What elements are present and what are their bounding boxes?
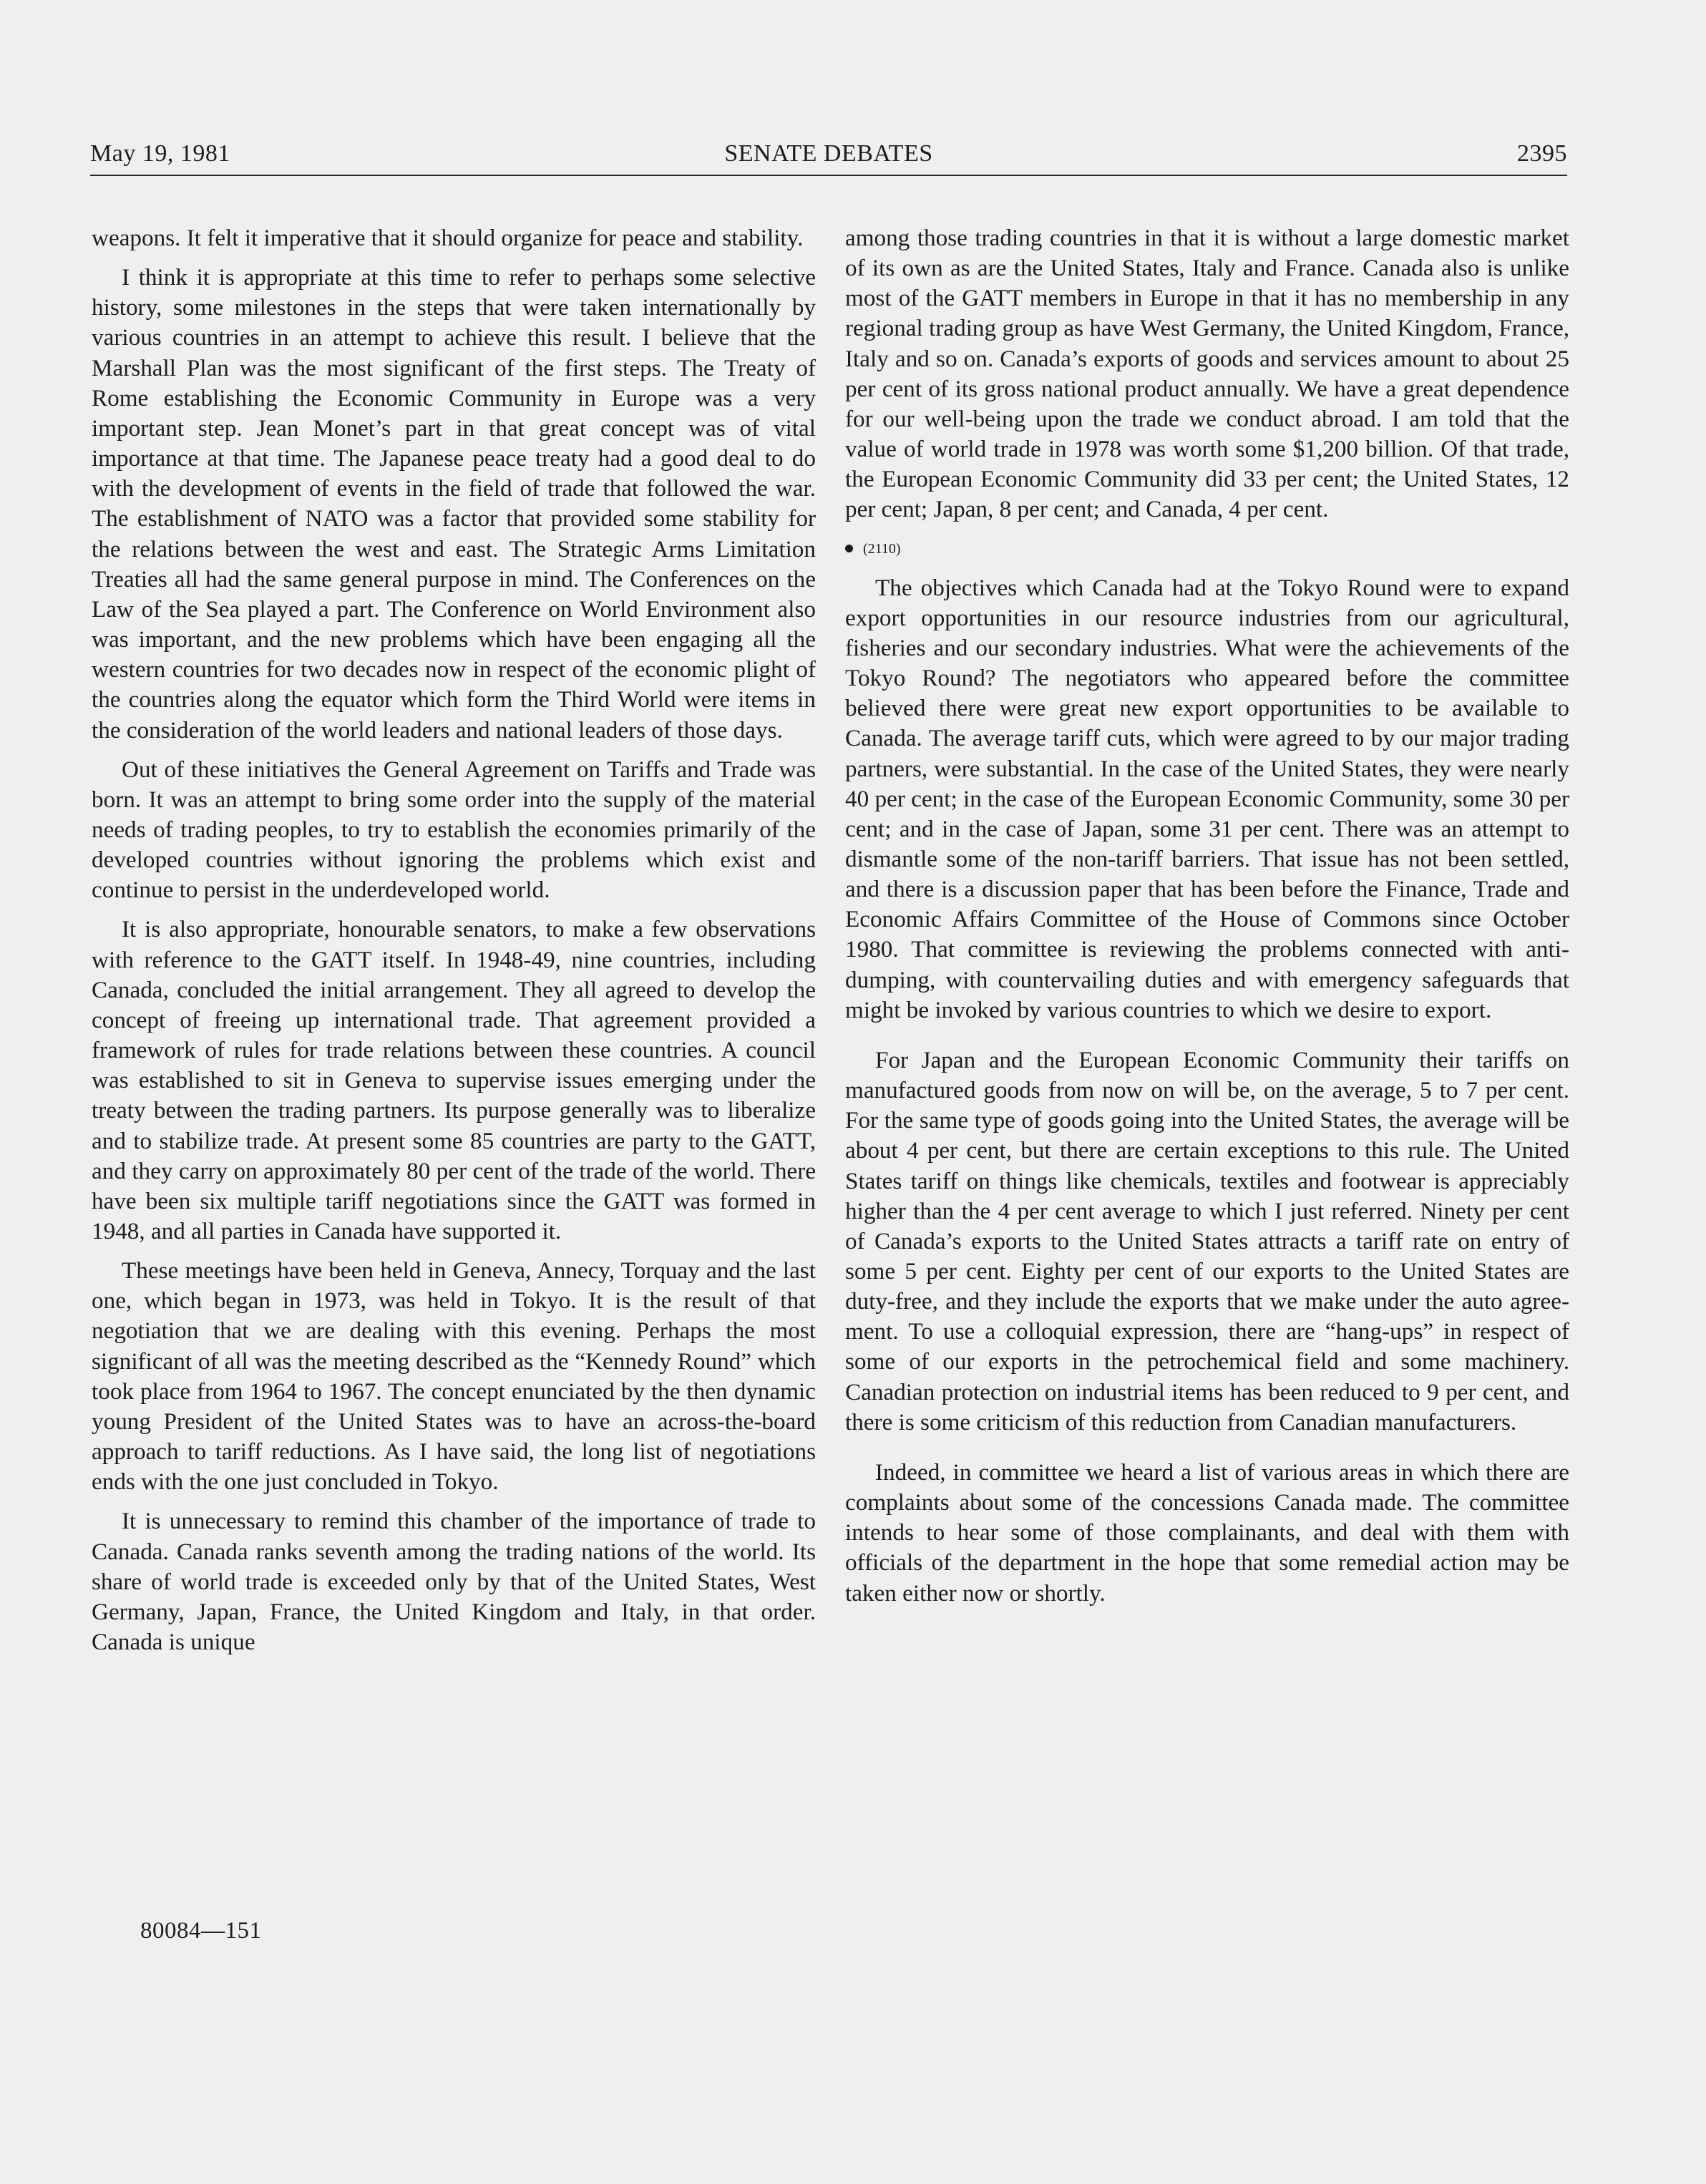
page-header [90, 140, 1567, 176]
header-date: May 19, 1981 [90, 140, 230, 167]
bullet-icon [845, 545, 853, 552]
publication-title: SENATE DEBATES [724, 140, 933, 167]
paragraph: Indeed, in committee we heard a list of various areas in which there are complaints about some of the concessions Canada made. The committee intends to hear some of those complainants, and deal with them with officials of the department in the hope that some remedial action may be taken either now or shortly. [845, 1458, 1569, 1607]
time-marker [845, 535, 1569, 563]
paragraph: weapons. It felt it imperative that it should organize for peace and stability. [92, 225, 804, 251]
paragraph: It is also appropriate, honourable senators, to make a few observations with reference to the GATT itself. In 1948-49, nine countries, including Canada, concluded the initial arrangement. They all agreed to develop the concept of freeing up international trade. That agreement provided a framework of rules for trade relations between these countries. A council was established to sit in Geneva to supervise issues emerging under the treaty between the trading partners. Its purpose generally was to liberalize and to stabilize trade. At present some 85 countries are party to the GATT, and they carry on approximately 80 per cent of the trade of the world. There have been six multiple tariff negotiations since the GATT was formed in 1948, and all parties in Canada have supported it. [92, 916, 816, 1244]
paragraph: It is unnecessary to remind this chamber of the importance of trade to Canada. Canada ranks seventh among the trading nations of the world. Its share of world trade is exceeded only by that of the United States, West Germany, Japan, France, the United Kingdom and Italy, in that order. Canada is unique [92, 1508, 816, 1656]
paragraph: The objectives which Canada had at the Tokyo Round were to expand export opportunities in our resource industries from our agricultural, fisheries and our secondary industries. What were the achievements of the Tokyo Round? The negotiators who appeared before the committee believed there were great new export opportunities to be available to Canada. The average tariff cuts, which were agreed to by our major trading partners, were substantial. In the case of the United States, they were nearly 40 per cent; in the case of the European Economic Community, some 30 per cent; and in the case of Japan, some 31 per cent. There was an attempt to dismantle some of the non-tariff barriers. That issue has not been settled, and there is a discussion paper that has been before the Finance, Trade and Economic Affairs Committee of the House of Commons since October 1980. That committee is reviewing the problems connected with anti-dumping, with countervailing duties and with emergency safeguards that might be invoked by various countries to which we desire to export. [845, 574, 1569, 1023]
right-column [845, 223, 1569, 1618]
paragraph: Out of these initiatives the General Agreement on Tariffs and Trade was born. It was an attempt to bring some order into the supply of the material needs of trading peoples, to try to establish the economies primarily of the developed countries without ignoring the problems which exist and continue to persist in the underdeveloped world. [92, 756, 816, 904]
paragraph: These meetings have been held in Geneva, Annecy, Torquay and the last one, which began in 1973, was held in Tokyo. It is the result of that negotiation that we are dealing with this evening. Perhaps the most significant of all was the meeting described as the “Kennedy Round” which took place from 1964 to 1967. The concept enunciated by the then dynamic young President of the United States was to have an across-the-board approach to tariff reductions. As I have said, the long list of negotiations ends with the one just concluded in Tokyo. [92, 1257, 816, 1496]
paragraph: I think it is appropriate at this time to refer to perhaps some selective history, some milestones in the steps that were taken internationally by various countries in an attempt to achieve this result. I believe that the Marshall Plan was the most significant of the first steps. The Treaty of Rome establishing the Economic Community in Europe was a very important step. Jean Monet’s part in that great concept was of vital importance at that time. The Japanese peace treaty had a good deal to do with the development of events in the field of trade that followed the war. The establishment of NATO was a factor that provided some stability for the relations between the west and east. The Strategic Arms Limitation Treaties all had the same general purpose in mind. The Conferences on the Law of the Sea played a part. The Conference on World Environment also was important, and the new problems which have been engaging all the western countries for two decades now in respect of the economic plight of the countries along the equator which form the Third World were items in the consideration of the world leaders and national leaders of those days. [92, 264, 816, 744]
time-marker-label: (2110) [863, 540, 901, 557]
left-column [92, 223, 816, 1667]
print-code: 80084—151 [140, 1918, 262, 1944]
page-number: 2395 [1517, 140, 1567, 167]
paragraph: For Japan and the European Economic Community their tariffs on manufactured goods from now on will be, on the average, 5 to 7 per cent. For the same type of goods going into the United States, the average will be about 4 per cent, but there are certain exceptions to this rule. The United States tariff on things like chemicals, textiles and footwear is appreciably higher than the 4 per cent average to which I just referred. Ninety per cent of Canada’s exports to the United States attracts a tariff rate on entry of some 5 per cent. Eighty per cent of our exports to the United States are duty-free, and they include the exports that we make under the auto agreement. To use a colloquial expression, there are “hang-ups” in respect of some of our exports in the petrochemical field and some machinery. Canadian protection on industrial items has been reduced to 9 per cent, and there is some criticism of this reduction from Canadian manufacturers. [845, 1046, 1569, 1435]
paragraph: among those trading countries in that it is without a large domestic market of its own as are the United States, Italy and France. Canada also is unlike most of the GATT members in Europe in that it has no membership in any regional trading group as have West Germany, the United Kingdom, France, Italy and so on. Canada’s exports of goods and services amount to about 25 per cent of its gross national product annually. We have a great dependence for our well-being upon the trade we conduct abroad. I am told that the value of world trade in 1978 was worth some $1,200 billion. Of that trade, the European Economic Community did 33 per cent; the United States, 12 per cent; Japan, 8 per cent; and Canada, 4 per cent. [845, 225, 1569, 523]
